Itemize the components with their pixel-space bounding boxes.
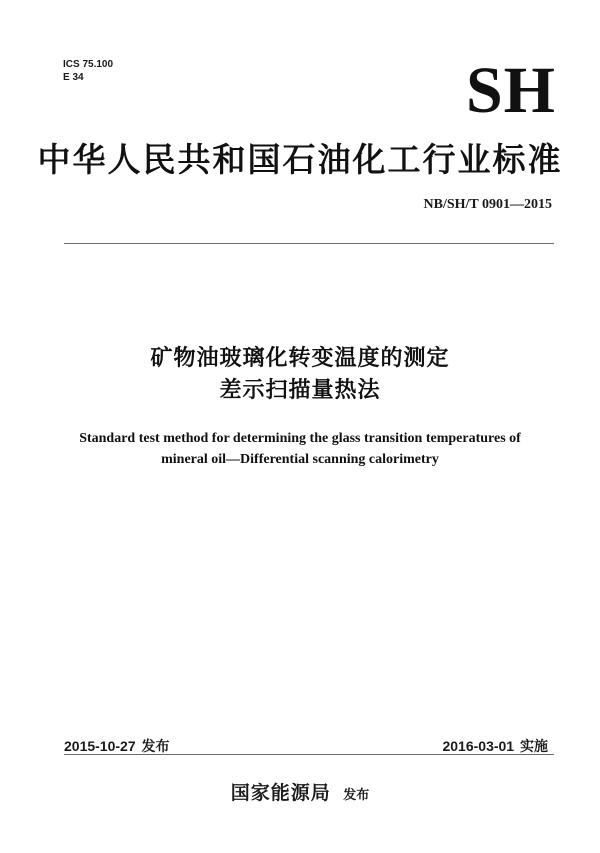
english-title-line-1: Standard test method for determining the glass transition temperatures of [79,431,521,446]
publisher-name: 国家能源局 [230,782,331,804]
chinese-title-line-1: 矿物油玻璃化转变温度的测定 [150,346,450,371]
standard-number: NB/SH/T 0901—2015 [423,197,552,212]
ics-code: ICS 75.100 [63,59,114,70]
publisher-action: 发布 [343,788,370,803]
chinese-title-line-2: 差示扫描量热法 [219,378,381,403]
classification-codes [63,58,113,84]
bottom-divider [64,754,554,755]
chinese-title [0,343,600,407]
publisher [0,778,600,805]
top-divider [64,243,554,244]
sh-logo: SH [465,54,556,127]
english-title-line-2: mineral oil—Differential scanning calorimetry [161,452,439,467]
implementation-date-label: 实施 [520,739,548,755]
issue-date-label: 发布 [141,739,170,755]
ccs-code: E 34 [63,72,84,83]
issue-date-value: 2015-10-27 [64,738,136,754]
implementation-date-value: 2016-03-01 [442,738,515,754]
standard-type-title: 中华人民共和国石油化工行业标准 [37,140,563,179]
english-title [0,428,600,470]
